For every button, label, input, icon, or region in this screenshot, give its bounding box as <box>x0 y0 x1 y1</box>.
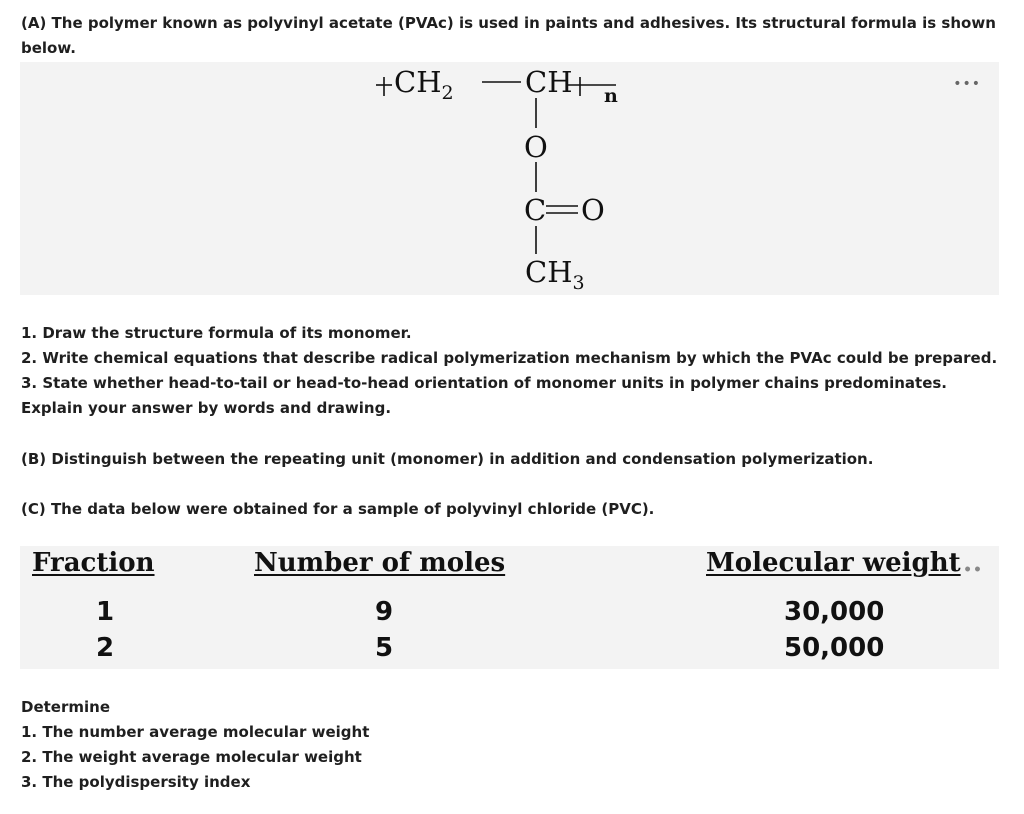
ester-oxygen: O <box>524 130 548 164</box>
row1-fraction: 1 <box>96 597 115 627</box>
methyl-group: $CH_3$ <box>525 255 585 294</box>
part-b-text: (B) Distinguish between the repeating unit (monomer) in addition and condensation polymerization. <box>21 450 874 468</box>
carbonyl-carbon: C <box>524 193 547 227</box>
part-a-question-2: 2. Write chemical equations that describe radical polymerization mechanism by which the PVAc could be prepared. <box>21 349 998 367</box>
table-more-icon[interactable]: •• <box>963 562 983 578</box>
task-1: 1. The number average molecular weight <box>21 723 370 741</box>
row2-moles: 5 <box>375 633 394 663</box>
row1-moles: 9 <box>375 597 394 627</box>
header-fraction: Fraction <box>32 548 155 578</box>
pvc-data-table <box>20 546 999 669</box>
part-a-intro: (A) The polymer known as polyvinyl acetate (PVAc) is used in paints and adhesives. Its structural formula is shown below. <box>21 14 996 57</box>
part-a-question-3: 3. State whether head-to-tail or head-to-head orientation of monomer units in polymer chains predominates. Explain your answer by words and drawing. <box>21 374 948 417</box>
task-3: 3. The polydispersity index <box>21 773 251 791</box>
pvac-structural-formula <box>20 62 999 295</box>
determine-label: Determine <box>21 698 110 716</box>
header-number-of-moles: Number of moles <box>254 548 506 578</box>
pvc-data-table-panel <box>20 546 999 669</box>
more-options-icon[interactable]: ••• <box>953 76 981 92</box>
row2-fraction: 2 <box>96 633 115 663</box>
structure-image-panel <box>20 62 999 295</box>
carbonyl-oxygen: O <box>581 193 605 227</box>
row1-molecular-weight: 30,000 <box>784 597 885 627</box>
ch2-group: $CH_2$ <box>394 65 454 104</box>
row2-molecular-weight: 50,000 <box>784 633 885 663</box>
repeat-subscript-n: n <box>604 85 618 107</box>
ch-group: CH <box>525 65 573 99</box>
part-a-question-1: 1. Draw the structure formula of its monomer. <box>21 324 412 342</box>
header-molecular-weight: Molecular weight <box>706 548 961 578</box>
part-c-intro: (C) The data below were obtained for a sample of polyvinyl chloride (PVC). <box>21 500 655 518</box>
task-2: 2. The weight average molecular weight <box>21 748 362 766</box>
